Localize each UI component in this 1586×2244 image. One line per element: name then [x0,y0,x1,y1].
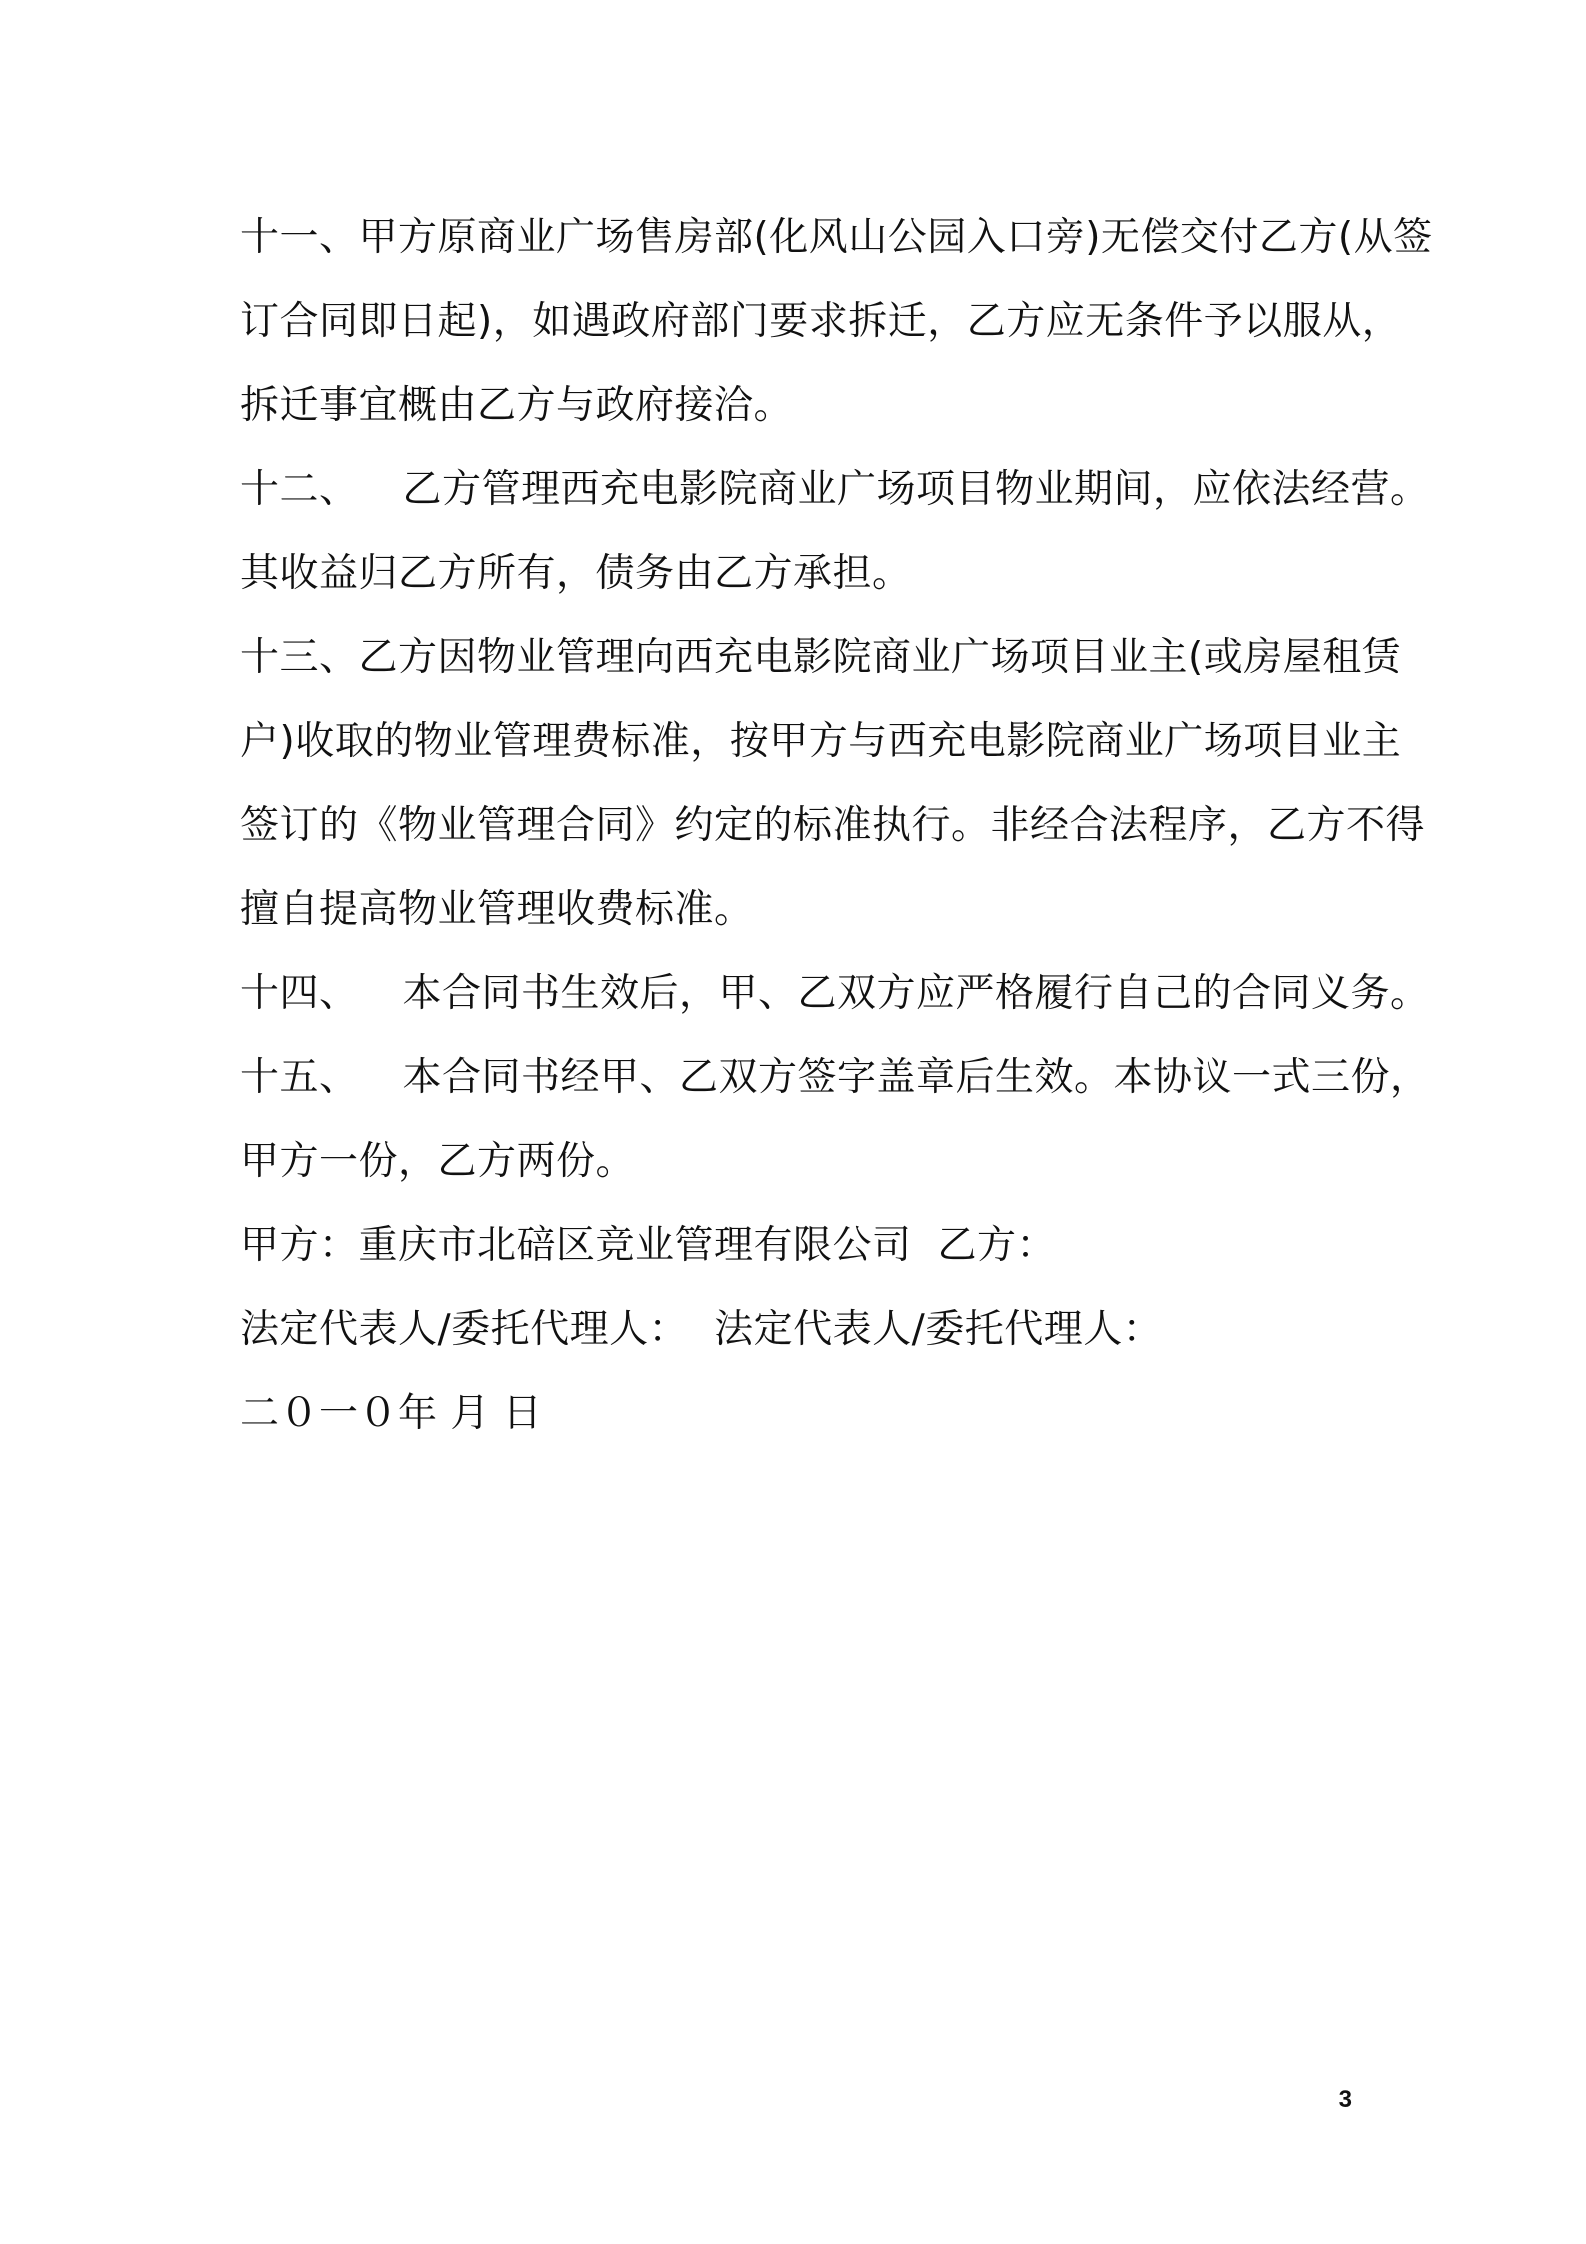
rep-a-label: 法定代表人/委托代理人： [240,1307,689,1352]
party-a-label: 甲方：重庆市北碚区竞业管理有限公司 [240,1223,912,1268]
clause-15-text: 本合同书经甲、乙双方签字盖章后生效。本协议一式三份， [402,1055,1430,1100]
clause-13-line-3: 签订的《物业管理合同》约定的标准执行。非经合法程序，乙方不得 [240,803,1426,848]
clause-12-line-2: 其收益归乙方所有，债务由乙方承担。 [240,551,912,596]
clause-13-line-4: 擅自提高物业管理收费标准。 [240,887,754,932]
clause-11-line-1: 十一、甲方原商业广场售房部(化风山公园入口旁)无偿交付乙方(从签 [240,215,1433,260]
document-body [240,196,1433,1456]
clause-13-line-2: 户)收取的物业管理费标准，按甲方与西充电影院商业广场项目业主 [240,719,1402,764]
signature-parties-line [240,1204,1370,1288]
rep-b-label: 法定代表人/委托代理人： [714,1307,1163,1352]
clause-15-number: 十五、 [240,1055,359,1100]
clause-13-line-1: 十三、乙方因物业管理向西充电影院商业广场项目业主(或房屋租赁 [240,635,1402,680]
clause-14-number: 十四、 [240,971,359,1016]
clause-15-line-1 [240,1036,1430,1120]
signature-date: 二０一０年 月 日 [240,1391,543,1436]
clause-15-line-2: 甲方一份，乙方两份。 [240,1139,636,1184]
clause-14-text: 本合同书生效后，甲、乙双方应严格履行自己的合同义务。 [402,971,1430,1016]
clause-12-line-1 [240,448,1430,532]
clause-14-line-1 [240,952,1430,1036]
clause-12-text: 乙方管理西充电影院商业广场项目物业期间，应依法经营。 [402,467,1430,512]
clause-12-number: 十二、 [240,467,359,512]
signature-representatives-line [240,1288,1370,1372]
party-b-label: 乙方： [937,1223,1057,1268]
clause-11-line-3: 拆迁事宜概由乙方与政府接洽。 [240,383,794,428]
page-number: 3 [1338,2086,1352,2113]
clause-11-line-2: 订合同即日起)，如遇政府部门要求拆迁，乙方应无条件予以服从， [240,299,1402,344]
